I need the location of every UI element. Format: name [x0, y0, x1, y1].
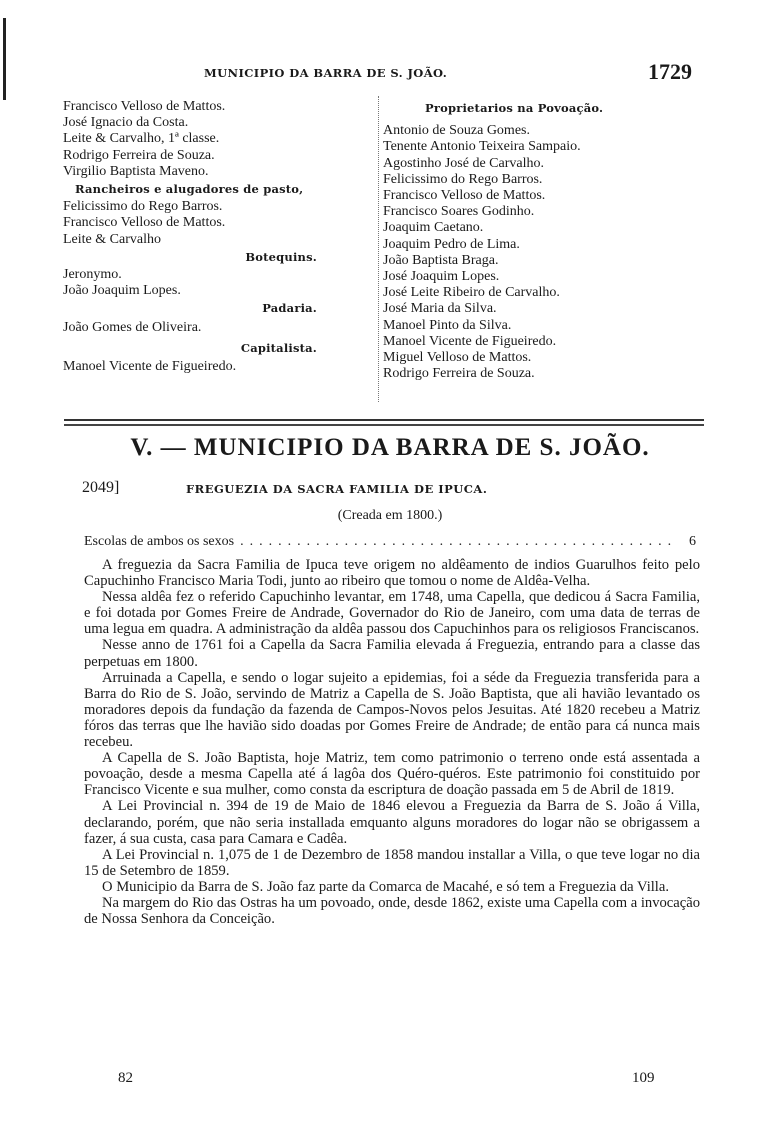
paragraph: A freguezia da Sacra Familia de Ipuca teve origem no aldêamento de indios Guarulhos feito pelo Capuchinho Francisco Maria Todi, junto ao ribeiro que tomou o nome de Aldêa-Velha. [84, 557, 700, 590]
list-item: Antonio de Souza Gomes. [383, 123, 530, 139]
botequins-heading: Botequins. [245, 249, 317, 264]
left-column [63, 99, 363, 375]
parish-title: FREGUEZIA DA SACRA FAMILIA DE IPUCA. [186, 482, 488, 496]
proprietarios-heading: Proprietarios na Povoação. [425, 101, 604, 115]
footer-page-number: 109 [632, 1070, 655, 1086]
list-item: Miguel Velloso de Mattos. [383, 350, 532, 366]
list-item: Francisco Velloso de Mattos. [383, 188, 546, 204]
capitalista-heading: Capitalista. [240, 340, 317, 355]
list-item: Francisco Soares Godinho. [383, 204, 535, 220]
running-head: MUNICIPIO DA BARRA DE S. JOÃO. [204, 66, 448, 80]
paragraph: Nesse anno de 1761 foi a Capella da Sacra Familia elevada á Freguezia, entrando para a classe das perpetuas em 1800. [84, 637, 700, 670]
section-title: V. — MUNICIPIO DA BARRA DE S. JOÃO. [130, 434, 650, 461]
schools-label: Escolas de ambos os sexos [84, 534, 235, 549]
section-rule-top [64, 419, 704, 421]
paragraph: Arruinada a Capella, e sendo o logar sujeito a epidemias, foi a séde da Freguezia transferida para a Barra do Rio de S. João, servindo de Matriz a Capella de S. João Baptista, que ali havião levantado os moradores depois da fundação da fazenda de Campos-Novos pelos Jesuitas. Até 1820 recebeu a Matriz fóros das terras que lhe havião sido doadas por Gomes Freire de Andrade; de então para cá nunca mais recebeu. [84, 669, 700, 751]
footer-signature-mark: 82 [118, 1070, 133, 1086]
body-text [84, 557, 700, 927]
list-item: Rodrigo Ferreira de Souza. [383, 366, 535, 382]
list-item: Francisco Velloso de Mattos. [63, 215, 226, 231]
paragraph: Nessa aldêa fez o referido Capuchinho levantar, em 1748, uma Capella, que dedicou á Sacra Familia, e foi dotada por Gomes Freire de Andrade, Governador do Rio de Janeiro, com uma data de terras de uma legua em quadra. A administração da aldêa passou dos Capuchinhos para os religiosos Franciscanos. [84, 589, 700, 638]
paragraph: A Lei Provincial n. 394 de 19 de Maio de 1846 elevou a Freguezia da Barra de S. João á Villa, declarando, porém, que não seria installada emquanto alguns moradores do logar não se obrigassem a fazer, á sua custa, casa para Camara e Cadêa. [84, 798, 700, 847]
section-rule-bottom [64, 424, 704, 426]
list-item: Jeronymo. [63, 267, 122, 283]
list-item: Francisco Velloso de Mattos. [63, 99, 226, 114]
creation-note: (Creada em 1800.) [337, 508, 443, 523]
dot-leader: .............................................. [240, 534, 678, 549]
list-item: Joaquim Caetano. [383, 220, 484, 236]
list-item: Leite & Carvalho, 1ª classe. [63, 131, 220, 147]
list-item: Manoel Pinto da Silva. [383, 317, 512, 333]
list-item: Felicissimo do Rego Barros. [63, 199, 223, 215]
right-column [383, 99, 713, 382]
list-item: Virgilio Baptista Maveno. [63, 163, 209, 179]
list-item: Manoel Vicente de Figueiredo. [63, 359, 237, 375]
paragraph: A Lei Provincial n. 1,075 de 1 de Dezembro de 1858 mandou installar a Villa, o que teve logar no dia 15 de Setembro de 1859. [84, 846, 700, 879]
schools-value: 6 [689, 534, 696, 549]
list-item: José Leite Ribeiro de Carvalho. [383, 285, 560, 301]
list-item: Tenente Antonio Teixeira Sampaio. [383, 139, 581, 155]
list-item: José Maria da Silva. [383, 301, 497, 317]
entry-number: 2049] [82, 479, 120, 496]
list-item: Rodrigo Ferreira de Souza. [63, 147, 215, 163]
padaria-heading: Padaria. [262, 301, 317, 316]
list-item: João Gomes de Oliveira. [63, 319, 202, 335]
paragraph: A Capella de S. João Baptista, hoje Matriz, tem como patrimonio o terreno onde está assentada a povoação, desde a mesma Capella até á lagôa dos Quéro-quéros. Este patrimonio foi constituido por Francisco Vicente e sua mulher, como consta da escriptura de doação passada em 5 de Abril de 1819. [84, 750, 700, 799]
rancheiros-heading: Rancheiros e alugadores de pasto, [75, 182, 304, 197]
schools-line [84, 534, 696, 550]
page-edge-mark [3, 18, 6, 100]
list-item: José Ignacio da Costa. [63, 115, 189, 131]
list-item: João Joaquim Lopes. [63, 283, 181, 299]
list-item: José Joaquim Lopes. [383, 269, 500, 285]
list-item: Felicissimo do Rego Barros. [383, 171, 543, 187]
list-item: João Baptista Braga. [383, 252, 499, 268]
column-divider [378, 96, 379, 402]
page-number: 1729 [648, 59, 692, 84]
paragraph: Na margem do Rio das Ostras ha um povoado, onde, desde 1862, existe uma Capella com a invocação de Nossa Senhora da Conceição. [84, 894, 700, 928]
paragraph: O Municipio da Barra de S. João faz parte da Comarca de Macahé, e só tem a Freguezia da Villa. [102, 878, 669, 895]
list-item: Manoel Vicente de Figueiredo. [383, 333, 557, 349]
list-item: Agostinho José de Carvalho. [383, 155, 544, 171]
list-item: Joaquim Pedro de Lima. [383, 236, 520, 252]
list-item: Leite & Carvalho [63, 231, 161, 247]
